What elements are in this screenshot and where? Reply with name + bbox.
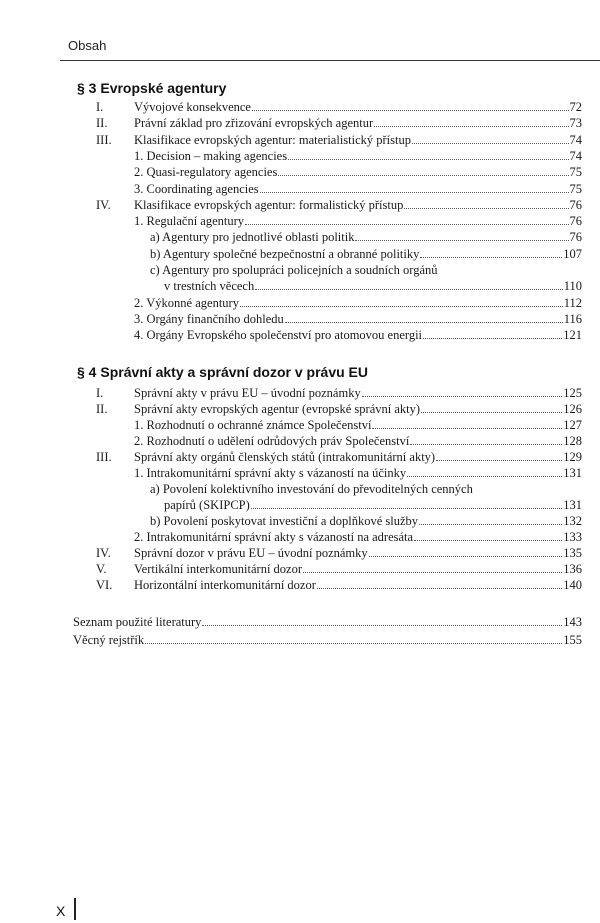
- toc-entry-title: b) Agentury společné bezpečnostní a obranné politiky: [150, 246, 420, 261]
- toc-entry-page: 126: [563, 402, 582, 416]
- toc-entry-page: 128: [563, 434, 582, 448]
- dot-leader: [404, 197, 568, 209]
- toc-entry-page: 76: [569, 230, 582, 245]
- toc-entry-number: I.: [96, 386, 104, 400]
- dot-leader: [407, 465, 562, 477]
- toc-entry: [150, 513, 582, 529]
- toc-entry: [96, 577, 582, 593]
- toc-entry-title: 1. Intrakomunitární správní akty s vázaností na účinky: [134, 466, 407, 480]
- toc-entry-page: 155: [563, 633, 582, 647]
- toc-entry: [73, 614, 582, 630]
- toc-entry-title: b) Povolení poskytovat investiční a doplňkové služby: [150, 514, 419, 528]
- toc-entry-title: Vertikální interkomunitární dozor: [134, 562, 303, 576]
- toc-entry-number: V.: [96, 562, 107, 576]
- toc-entry-page: 132: [563, 514, 582, 528]
- toc-entry-number: III.: [96, 132, 112, 147]
- toc-entry: [150, 246, 582, 262]
- dot-leader: [410, 433, 562, 445]
- toc-entry-page: 74: [569, 132, 582, 147]
- toc-entry-title: v trestních věcech: [164, 279, 255, 294]
- toc-entry: [134, 417, 582, 433]
- toc-entry: [96, 132, 582, 148]
- toc-entry-number: IV.: [96, 546, 111, 560]
- toc-entry-page: 107: [563, 246, 582, 261]
- running-head: Obsah: [68, 38, 107, 53]
- page-folio: X: [56, 903, 66, 919]
- dot-leader: [278, 164, 568, 176]
- toc-entry: [134, 164, 582, 180]
- dot-leader: [251, 497, 562, 509]
- toc-entry-page: 112: [563, 295, 582, 310]
- toc-entry-page: 73: [569, 116, 582, 131]
- toc-entry-page: 75: [569, 165, 582, 180]
- toc-entry-page: 76: [569, 214, 582, 229]
- toc-entry-title: Správní akty evropských agentur (evropské správní akty): [134, 402, 421, 416]
- toc-entry-page: 131: [563, 466, 582, 480]
- dot-leader: [145, 632, 562, 644]
- toc-entry-page: 74: [569, 148, 582, 163]
- dot-leader: [255, 278, 562, 290]
- toc-entry-title: 2. Quasi-regulatory agencies: [134, 165, 278, 180]
- toc-entry: [134, 311, 582, 327]
- dot-leader: [372, 417, 562, 429]
- toc-entry-page: 136: [563, 562, 582, 576]
- toc-entry: [134, 295, 582, 311]
- toc-entry-title: Právní základ pro zřizování evropských agentur: [134, 116, 374, 131]
- dot-leader: [420, 246, 562, 258]
- toc-entry: [164, 497, 582, 513]
- folio-divider: [74, 898, 76, 920]
- toc-entry-page: 143: [563, 615, 582, 629]
- toc-entry-title: Věcný rejstřík: [73, 633, 145, 647]
- toc-entry: [96, 115, 582, 131]
- toc-entry-page: 133: [563, 530, 582, 544]
- toc-entry-number: III.: [96, 450, 112, 464]
- dot-leader: [288, 148, 568, 160]
- toc-entry-title: Klasifikace evropských agentur: materialistický přístup: [134, 132, 411, 147]
- toc-entry: [150, 262, 582, 278]
- toc-entry-page: 127: [563, 418, 582, 432]
- toc-entry-title: Horizontální interkomunitární dozor: [134, 578, 316, 592]
- toc-entry: [164, 278, 582, 294]
- toc-entry: [134, 465, 582, 481]
- toc-entry-page: 135: [563, 546, 582, 560]
- toc-entry-title: a) Agentury pro jednotlivé oblasti politik: [150, 230, 355, 245]
- toc-entry-number: II.: [96, 116, 108, 131]
- dot-leader: [414, 529, 562, 541]
- toc-entry-page: 131: [563, 498, 582, 512]
- toc-entry: [73, 632, 582, 648]
- dot-leader: [303, 561, 562, 573]
- dot-leader: [419, 513, 562, 525]
- toc-entry-page: 72: [569, 100, 582, 114]
- dot-leader: [240, 295, 563, 307]
- toc-entry: [150, 481, 582, 497]
- toc-entry: [96, 99, 582, 115]
- toc-entry-page: 75: [569, 181, 582, 196]
- dot-leader: [355, 229, 568, 241]
- dot-leader: [412, 132, 569, 144]
- toc-entry-title: Vývojové konsekvence: [134, 100, 251, 114]
- toc-entry: [96, 561, 582, 577]
- toc-entry-title: 4. Orgány Evropského společenství pro atomovou energii: [134, 328, 423, 343]
- toc-entry: [134, 213, 582, 229]
- toc-entry-title: Správní akty v právu EU – úvodní poznámky: [134, 386, 361, 400]
- dot-leader: [317, 577, 562, 589]
- toc-entry: [150, 229, 582, 245]
- toc-entry-title: 2. Výkonné agentury: [134, 295, 239, 310]
- dot-leader: [285, 311, 563, 323]
- toc-entry: [134, 148, 582, 164]
- toc-entry-title: c) Agentury pro spolupráci policejních a soudních orgánů: [150, 263, 438, 277]
- dot-leader: [369, 545, 563, 557]
- toc-entry-page: 110: [563, 279, 582, 294]
- toc-entry-number: I.: [96, 100, 104, 114]
- toc-entry-page: 116: [563, 311, 582, 326]
- toc-entry-title: 3. Coordinating agencies: [134, 181, 259, 196]
- toc-entry-page: 140: [563, 578, 582, 592]
- toc-entry-page: 125: [563, 386, 582, 400]
- toc-entry-title: 3. Orgány finančního dohledu: [134, 311, 284, 326]
- dot-leader: [362, 385, 563, 397]
- toc-entry: [96, 545, 582, 561]
- toc-entry: [134, 327, 582, 343]
- dot-leader: [260, 181, 569, 193]
- toc-entry-number: II.: [96, 402, 108, 416]
- toc-entry-title: Správní akty orgánů členských států (intrakomunitární akty): [134, 450, 436, 464]
- toc-entry-title: Správní dozor v právu EU – úvodní poznámky: [134, 546, 368, 560]
- toc-entry-title: 2. Intrakomunitární správní akty s vázaností na adresáta: [134, 530, 414, 544]
- dot-leader: [423, 327, 562, 339]
- toc-entry-number: IV.: [96, 197, 111, 212]
- dot-leader: [245, 213, 568, 225]
- dot-leader: [421, 401, 562, 413]
- toc-entry-title: 1. Rozhodnutí o ochranné známce Společenství: [134, 418, 372, 432]
- dot-leader: [202, 614, 562, 626]
- header-rule: [60, 60, 600, 61]
- dot-leader: [436, 449, 562, 461]
- toc-entry-page: 121: [563, 328, 582, 343]
- toc-entry: [134, 433, 582, 449]
- toc-entry-title: 1. Decision – making agencies: [134, 148, 288, 163]
- toc-entry-title: a) Povolení kolektivního investování do převoditelných cenných: [150, 482, 473, 496]
- toc-entry: [134, 529, 582, 545]
- toc-entry-number: VI.: [96, 578, 113, 592]
- toc-entry-title: 1. Regulační agentury: [134, 214, 245, 229]
- toc-entry-title: papírů (SKIPCP): [164, 498, 250, 512]
- toc-entry-title: Seznam použité literatury: [73, 615, 202, 629]
- toc-entry: [96, 401, 582, 417]
- toc-entry-title: 2. Rozhodnutí o udělení odrůdových práv Společenství: [134, 434, 410, 448]
- dot-leader: [374, 115, 568, 127]
- toc-entry: [96, 449, 582, 465]
- section-heading-3: § 3 Evropské agentury: [77, 80, 227, 96]
- toc-entry-page: 129: [563, 450, 582, 464]
- toc-entry: [96, 197, 582, 213]
- toc-entry: [96, 385, 582, 401]
- toc-entry: [134, 181, 582, 197]
- section-heading-4: § 4 Správní akty a správní dozor v právu EU: [77, 364, 368, 380]
- dot-leader: [252, 99, 569, 111]
- toc-entry-title: Klasifikace evropských agentur: formalistický přístup: [134, 197, 404, 212]
- toc-entry-page: 76: [569, 197, 582, 212]
